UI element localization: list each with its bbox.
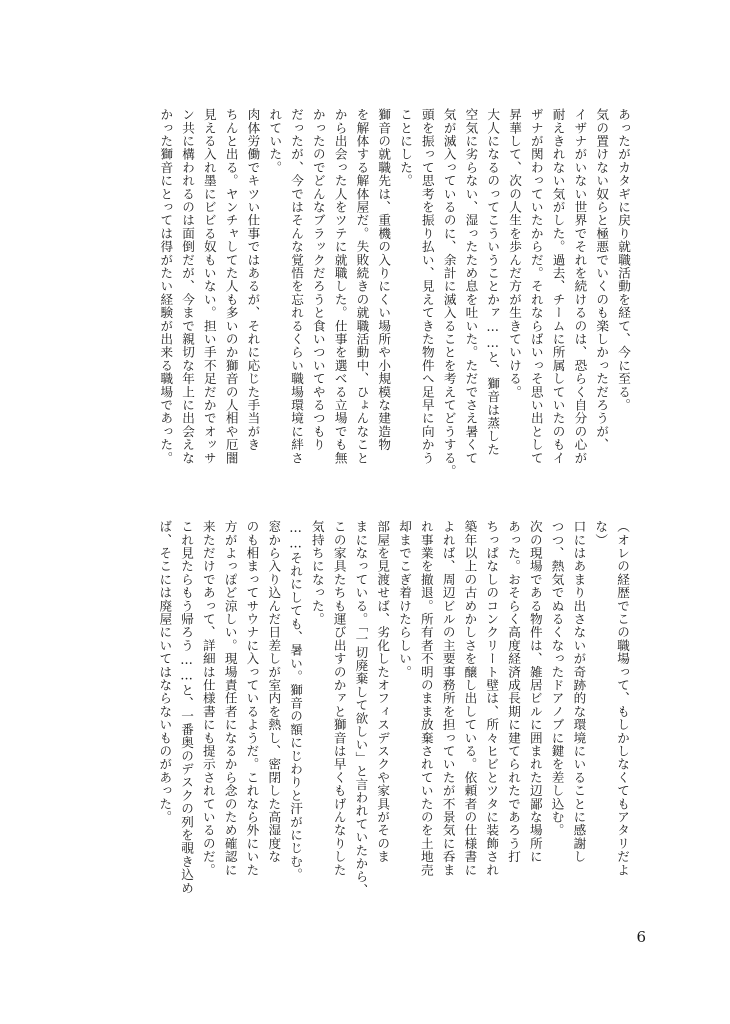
text-line: 却までこぎ着けたらしい。 — [397, 520, 413, 679]
text-line: 窓から入り込んだ日差しが室内を熱し、密閉した高湿度な — [266, 520, 282, 864]
text-line: ザナが関わっていたからだ。それならばいっそ思い出として — [528, 108, 544, 465]
text-line: これ見たらもう帰ろう……と、一番奥のデスクの列を覗き込め — [179, 520, 195, 895]
text-line: 耐えきれない気がした。過去、チームに所属していたのもイ — [550, 108, 566, 465]
text-line: ことにした。 — [398, 108, 414, 188]
text-line: ン共に構われるのは面倒だが、今まで親切な年上に出会えな — [180, 108, 196, 465]
text-line: この家具たちも運び出すのかァと獅音は早くもげんなりした — [331, 520, 347, 877]
text-line: 次の現場である物件は、雑居ビルに囲まれた辺鄙な場所に — [527, 520, 543, 864]
text-line: よれば、周辺ビルの主要事務所を担っていたが不景気に呑ま — [440, 520, 456, 877]
text-line: 気が滅入っているのに、余計に滅入ることを考えてどうする。 — [441, 108, 457, 478]
text-line: かった獅音にとっては得がたい経験が出来る職場であった。 — [158, 108, 174, 465]
text-line: ちっぱなしのコンクリート壁は、所々ヒビとツタに装飾され — [484, 520, 500, 877]
page-number: 6 — [636, 928, 646, 946]
text-line: イザナがいない世界でそれを続けるのは、恐らく自分の心が — [572, 108, 588, 465]
text-line: 見える入れ墨にビビる奴もいない。担い手不足だかでオッサ — [201, 108, 217, 465]
text-line: れ事業を撤退。所有者不明のまま放棄されていたのを土地売 — [418, 520, 434, 877]
text-line: 獅音の就職先は、重機の入りにくい場所や小規模な建造物 — [376, 108, 392, 452]
text-line: 頭を振って思考を振り払い、見えてきた物件へ足早に向かう — [419, 108, 435, 465]
text-line: 気の置けない奴らと極悪でいくのも楽しかっただろうが、 — [594, 108, 610, 452]
text-line: 部屋を見渡せば、劣化したオフィスデスクや家具がそのま — [375, 520, 391, 864]
text-line: つつ、熱気でぬるくなったドアノブに鍵を差し込む。 — [549, 520, 565, 837]
text-line: あったがカタギに戻り就職活動を経て、今に至る。 — [616, 108, 631, 412]
upper-text-block — [154, 108, 634, 498]
lower-text-block — [153, 520, 633, 900]
text-line: あった。おそらく高度経済成長期に建てられたであろう打 — [506, 520, 522, 864]
text-line: 大人になるのってこういうことかァ……と、獅音は蒸した — [485, 108, 501, 456]
text-line: 昇華して、次の人生を歩んだ方が生きていける。 — [507, 108, 523, 399]
text-line: 肉体労働でキツい仕事ではあるが、それに応じた手当がき — [245, 108, 261, 452]
text-line: な） — [593, 520, 609, 547]
text-line: かったのでどんなブラックだろうと食いついてやるつもり — [310, 108, 326, 452]
text-line: を解体する解体屋だ。失敗続きの就職活動中、ひょんなこと — [354, 108, 370, 465]
text-line: ……それにしても、暑い。獅音の額にじわりと汗がにじむ。 — [288, 520, 304, 882]
text-line: 来ただけであって、詳細は仕様書にも提示されているのだ。 — [200, 520, 216, 877]
text-line: まになっている。「一切廃棄して欲しい」と言われていたから、 — [353, 520, 369, 897]
text-line: 口にはあまり出さないが奇跡的な環境にいることに感謝し — [571, 520, 587, 864]
text-line: から出会った人をツテに就職した。仕事を選べる立場でも無 — [332, 108, 348, 465]
text-line: のも相まってサウナに入っているようだ。これなら外にいた — [244, 520, 260, 877]
text-line: （オレの経歴でこの職場って、もしかしなくてもアタリだよ — [615, 520, 630, 877]
text-line: 築年以上の古めかしさを醸し出している。依頼者の仕様書に — [462, 520, 478, 877]
text-line: れていた。 — [267, 108, 283, 174]
text-line: 空気に劣らない、湿ったため息を吐いた。ただでさえ暑くて — [463, 108, 479, 465]
text-line: 方がよっぽど涼しい。現場責任者になるから念のため確認に — [222, 520, 238, 877]
text-line: 気持ちになった。 — [309, 520, 325, 626]
text-line: ちんと出る。ヤンチャしてた人も多いのか獅音の人相や厄闇 — [223, 108, 239, 465]
text-line: だったが、今ではそんな覚悟を忘れるくらい職場環境に絆さ — [289, 108, 305, 465]
text-line: ば、そこには廃屋にいてはならないものがあった。 — [157, 520, 173, 824]
